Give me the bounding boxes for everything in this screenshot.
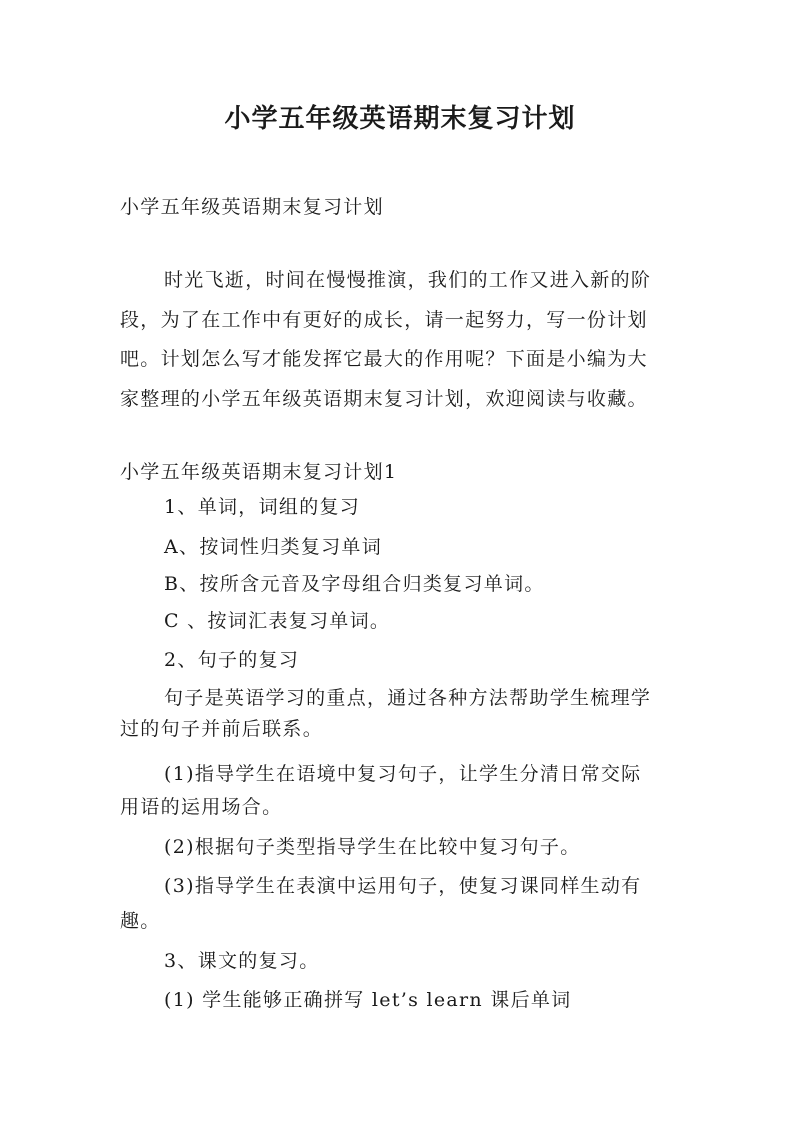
intro-line-3: 吧。计划怎么写才能发挥它最大的作用呢？下面是小编为大 [120,348,648,370]
body-line: 趣。 [120,910,161,932]
body-line: C 、按词汇表复习单词。 [164,610,391,632]
body-line: 2、句子的复习 [164,649,300,671]
body-line: (1) 学生能够正确拼写 let’s learn 课后单词 [164,989,572,1011]
document-subtitle: 小学五年级英语期末复习计划 [120,196,384,218]
body-line: A、按词性归类复习单词 [164,536,383,558]
body-line: 3、课文的复习。 [164,950,320,972]
body-line: 过的句子并前后联系。 [120,718,324,740]
intro-line-4: 家整理的小学五年级英语期末复习计划，欢迎阅读与收藏。 [120,388,648,410]
document-title: 小学五年级英语期末复习计划 [224,104,576,134]
body-line: B、按所含元音及字母组合归类复习单词。 [164,573,545,595]
body-line: (3)指导学生在表演中运用句子，使复习课同样生动有 [164,875,642,897]
intro-line-1: 时光飞逝，时间在慢慢推演，我们的工作又进入新的阶 [164,269,652,291]
section-heading: 小学五年级英语期末复习计划1 [120,461,398,483]
body-line: 用语的运用场合。 [120,796,283,818]
body-line: 句子是英语学习的重点，通过各种方法帮助学生梳理学 [164,687,652,709]
intro-line-2: 段，为了在工作中有更好的成长，请一起努力，写一份计划 [120,309,648,331]
body-line: 1、单词，词组的复习 [164,496,361,518]
body-line: (1)指导学生在语境中复习句子，让学生分清日常交际 [164,763,642,785]
body-line: (2)根据句子类型指导学生在比较中复习句子。 [164,836,581,858]
